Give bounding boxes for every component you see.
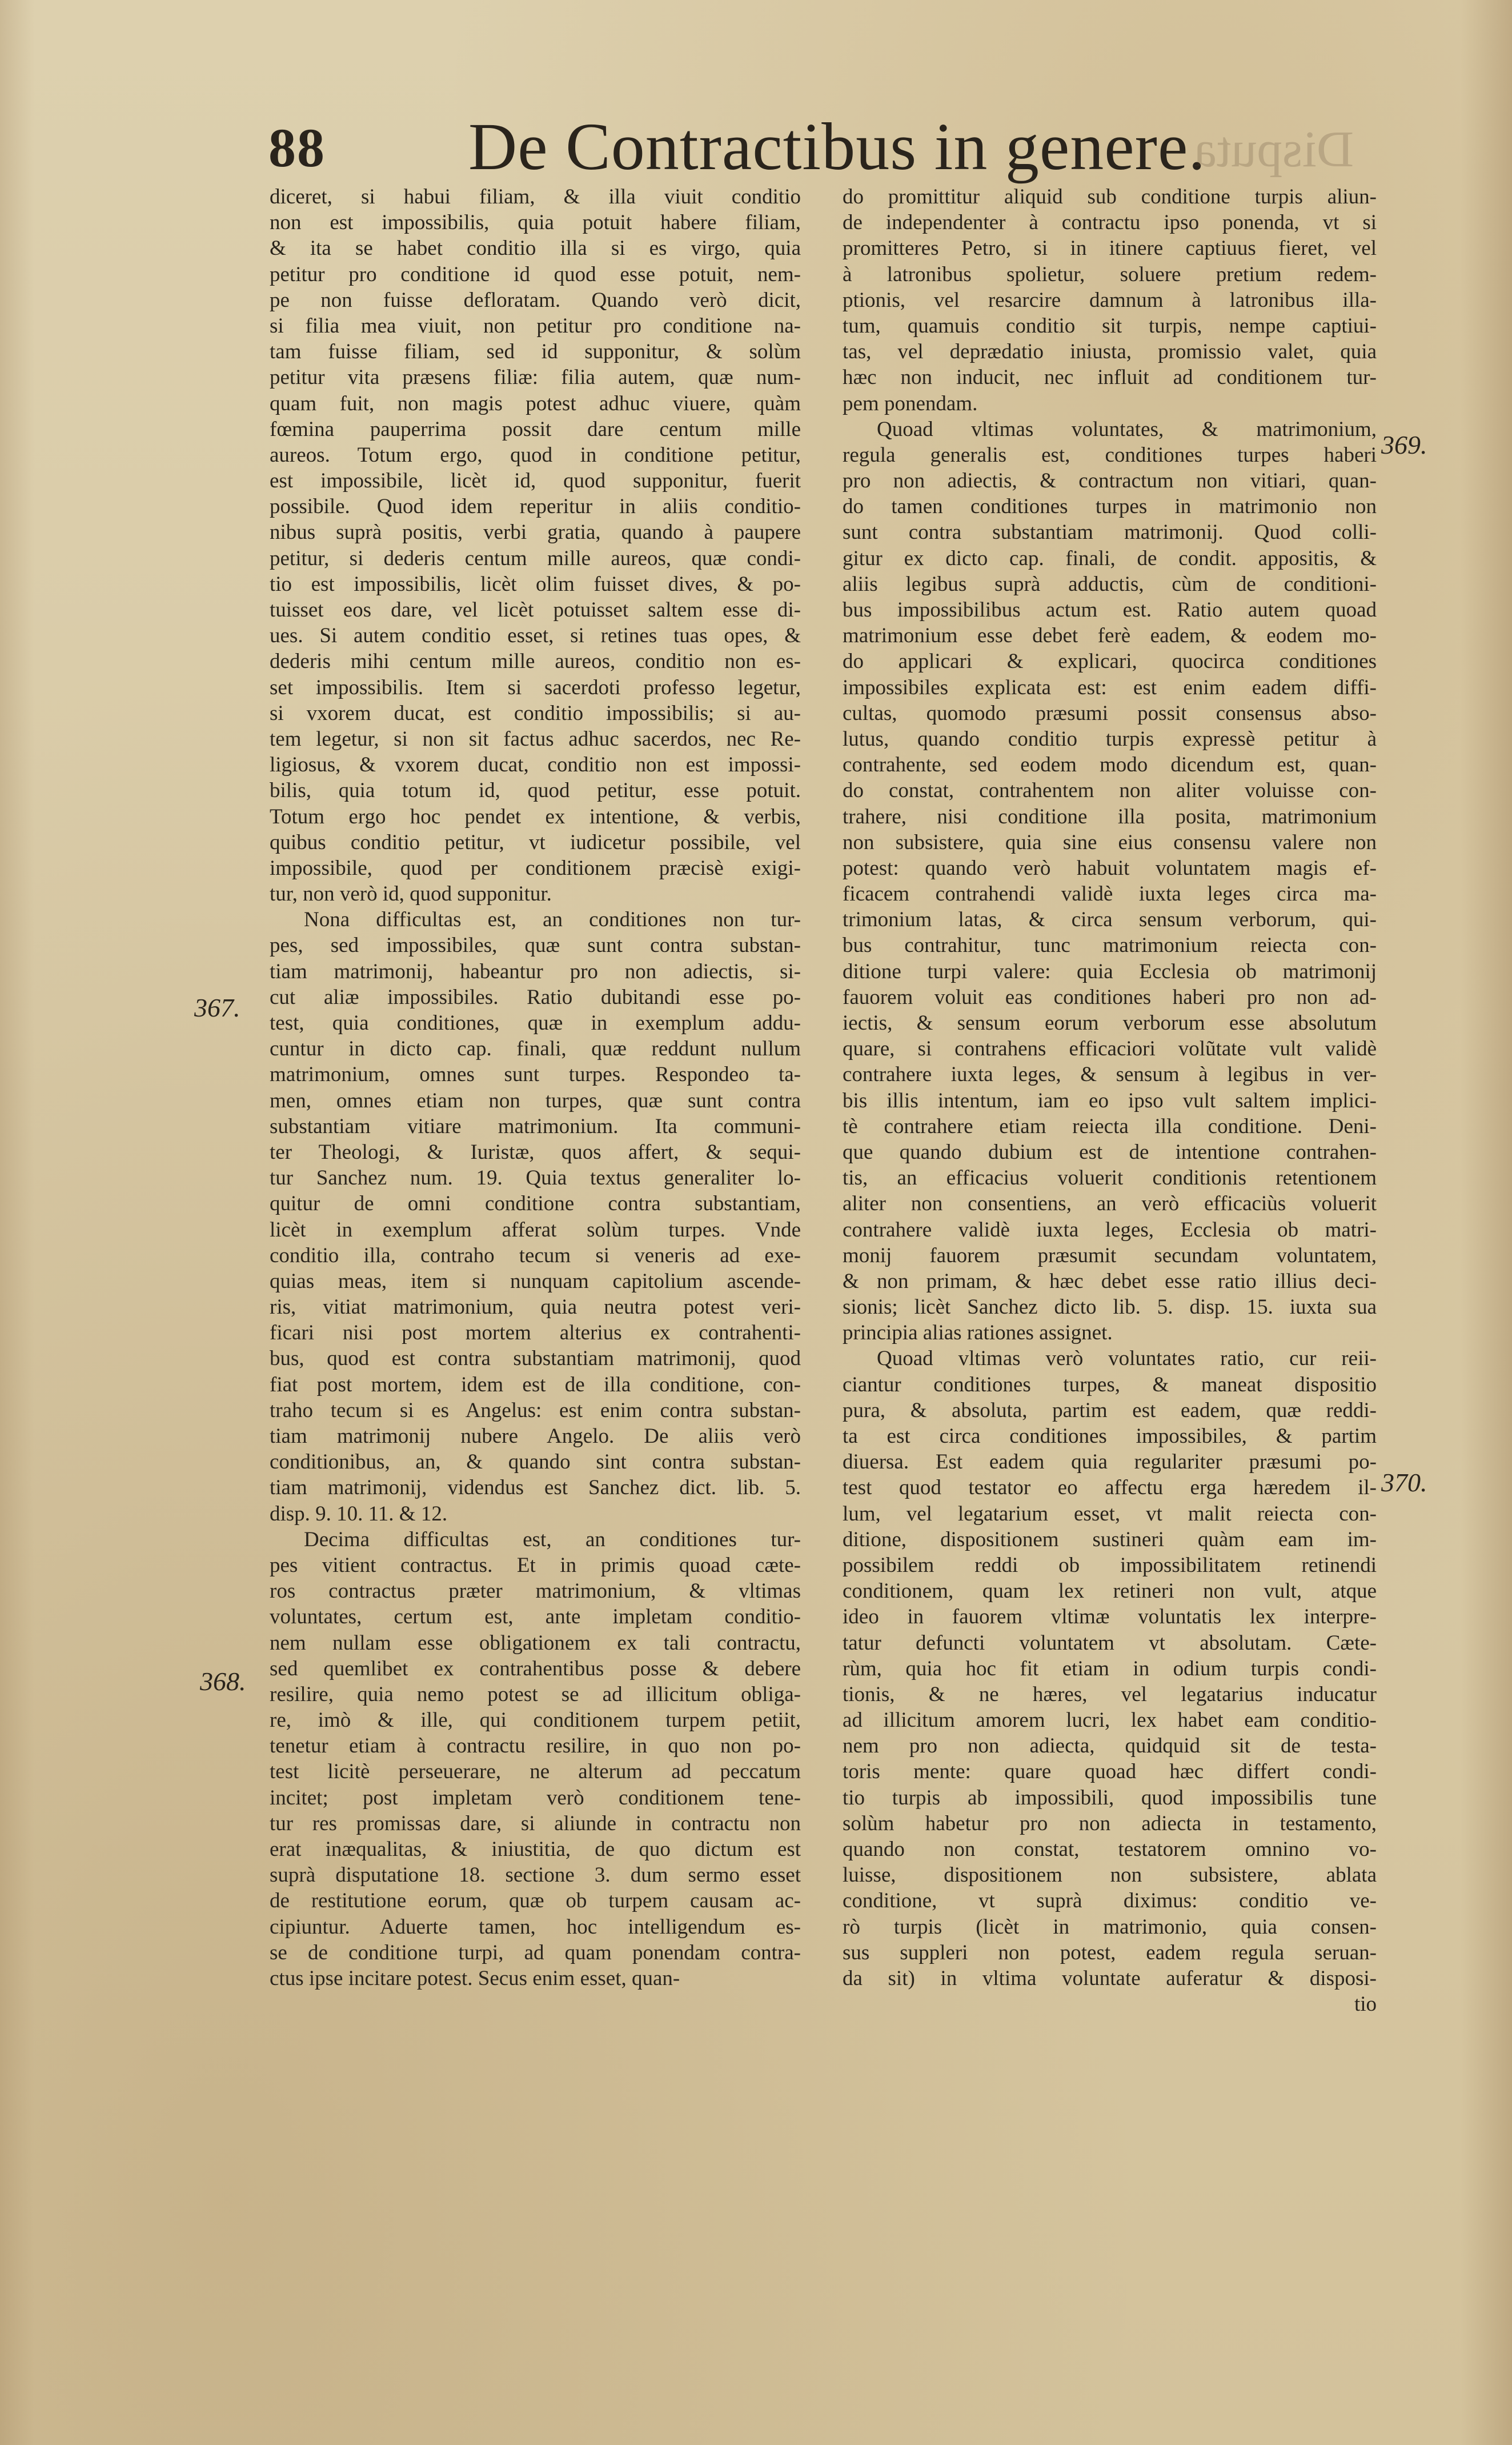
text-line: de independenter à contractu ipso ponenda, vt si	[843, 211, 1377, 235]
text-line: conditionem, quam lex retineri non vult, atque	[843, 1579, 1377, 1603]
text-line: principia alias rationes assignet.	[843, 1321, 1113, 1345]
text-line: do tamen conditiones turpes in matrimonio non	[843, 495, 1377, 519]
text-line: cipiuntur. Aduerte tamen, hoc intelligendum es-	[270, 1915, 801, 1939]
text-line: erat inæqualitas, & iniustitia, de quo dictum est	[270, 1838, 801, 1861]
text-line: traho tecum si es Angelus: est enim contra substan-	[270, 1398, 801, 1422]
text-line: quibus conditio petitur, vt iudicetur possibile, vel	[270, 830, 801, 854]
text-line: diceret, si habui filiam, & illa viuit conditio	[270, 185, 801, 209]
text-line: conditio illa, contraho tecum si veneris ad exe-	[270, 1243, 801, 1267]
text-line: ptionis, vel resarcire damnum à latronibus illa-	[843, 288, 1377, 312]
text-line: do promittitur aliquid sub conditione turpis aliun-	[843, 185, 1377, 209]
text-line: do applicari & explicari, quocirca conditiones	[843, 650, 1377, 674]
text-line: quando non constat, testatorem omnino vo-	[843, 1838, 1377, 1861]
text-line: contrahere validè iuxta leges, Ecclesia ob matri-	[843, 1218, 1377, 1242]
text-line: non subsistere, quia sine eius consensu valere non	[843, 830, 1377, 854]
text-line: solùm habetur pro non adiecta in testamento,	[843, 1811, 1377, 1835]
text-line: pro non adiectis, & contractum non vitiari, quan-	[843, 469, 1377, 493]
text-line: nibus suprà positis, verbi gratia, quando à paupere	[270, 521, 801, 545]
text-line: contrahere iuxta leges, & sensum à legibus in ver-	[843, 1063, 1377, 1087]
text-line: tas, vel deprædatio iniusta, promissio valet, quia	[843, 340, 1377, 364]
text-line: diuersa. Est eadem quia regulariter præsumi po-	[843, 1450, 1377, 1474]
text-line: conditionibus, an, & quando sint contra substan-	[270, 1450, 801, 1474]
text-line: aureos. Totum ergo, quod in conditione petitur,	[270, 443, 801, 467]
text-line: ciantur conditiones turpes, & maneat dispositio	[843, 1372, 1377, 1396]
text-line: Quoad vltimas voluntates, & matrimonium,	[877, 417, 1377, 441]
text-line: suprà disputatione 18. sectione 3. dum sermo esset	[270, 1863, 801, 1887]
text-line: quam fuit, non magis potest adhuc viuere, quàm	[270, 391, 801, 415]
text-line: potest: quando verò habuit voluntatem magis ef-	[843, 856, 1377, 880]
text-line: tum, quamuis conditio sit turpis, nempe captiui-	[843, 314, 1377, 338]
running-title: De Contractibus in genere.	[468, 109, 1206, 184]
text-line: Quoad vltimas verò voluntates ratio, cur reii-	[877, 1347, 1377, 1371]
margin-note-367: 367.	[194, 993, 240, 1022]
text-line: tiam matrimonij nubere Angelo. De aliis verò	[270, 1424, 801, 1448]
text-line: & ita se habet conditio illa si es virgo, quia	[270, 237, 801, 261]
text-line: dederis mihi centum mille aureos, conditio non es-	[270, 650, 801, 674]
text-line: trimonium latas, & circa sensum verborum, qui-	[843, 908, 1377, 932]
text-line: do constat, contrahentem non aliter voluisse con-	[843, 779, 1377, 803]
text-line: licèt in exemplum afferat solùm turpes. Vnde	[270, 1218, 801, 1242]
text-line: tuisset eos dare, vel licèt potuisset saltem esse di-	[270, 598, 801, 622]
text-line: hæc non inducit, nec influit ad conditionem tur-	[843, 366, 1377, 390]
text-line: que quando dubium est de intentione contrahen-	[843, 1140, 1377, 1164]
text-line: tiam matrimonij, habeantur pro non adiectis, si-	[270, 959, 801, 983]
text-line: regula generalis est, conditiones turpes haberi	[843, 443, 1377, 467]
text-line: pe non fuisse defloratam. Quando verò dicit,	[270, 288, 801, 312]
text-line: toris mente: quare quoad hæc differt condi-	[843, 1760, 1377, 1784]
text-line: si vxorem ducat, est conditio impossibilis; si au-	[270, 701, 801, 725]
text-line: substantiam vitiare matrimonium. Ita communi-	[270, 1114, 801, 1138]
text-line: tè contrahere etiam reiecta illa conditione. Deni-	[843, 1114, 1377, 1138]
text-line: ditione, dispositionem sustineri quàm eam im-	[843, 1527, 1377, 1551]
text-line: tio est impossibilis, licèt olim fuisset dives, & po-	[270, 572, 801, 596]
text-line: Nona difficultas est, an conditiones non tur-	[304, 908, 801, 932]
text-line: conditione, vt suprà diximus: conditio ve-	[843, 1889, 1377, 1913]
text-line: matrimonium, omnes sunt turpes. Respondeo ta-	[270, 1063, 801, 1087]
text-line: promitteres Petro, si in itinere captiuus fieret, vel	[843, 237, 1377, 261]
text-line: cut aliæ impossibiles. Ratio dubitandi esse po-	[270, 985, 801, 1009]
right-text-column	[843, 184, 1377, 2017]
text-line: rùm, quia hoc fit etiam in odium turpis condi-	[843, 1656, 1377, 1680]
text-line: tio turpis ab impossibili, quod impossibilis tune	[843, 1786, 1377, 1810]
text-line: bus, quod est contra substantiam matrimonij, quod	[270, 1347, 801, 1371]
text-line: pura, & absoluta, partim est eadem, quæ reddi-	[843, 1398, 1377, 1422]
text-line: matrimonium esse debet ferè eadem, & eodem mo-	[843, 624, 1377, 648]
text-line: rò turpis (licèt in matrimonio, quia consen-	[843, 1915, 1377, 1939]
text-line: fiat post mortem, idem est de illa conditione, con-	[270, 1372, 801, 1396]
text-line: bus contrahitur, tunc matrimonium reiecta con-	[843, 934, 1377, 958]
text-line: petitur, si dederis centum mille aureos, quæ condi-	[270, 546, 801, 570]
text-line: lutus, quando conditio turpis expressè petitur à	[843, 727, 1377, 751]
left-text-column	[270, 184, 801, 1991]
margin-note-368: 368.	[200, 1667, 246, 1696]
text-line: tem legetur, si non sit factus adhuc sacerdos, nec Re-	[270, 727, 801, 751]
text-line: test, quia conditiones, quæ in exemplum addu-	[270, 1011, 801, 1035]
text-line: aliis legibus suprà adductis, cùm de conditioni-	[843, 572, 1377, 596]
text-line: nem nullam esse obligationem ex tali contractu,	[270, 1631, 801, 1655]
text-line: quitur de omni conditione contra substantiam,	[270, 1192, 801, 1216]
text-line: & non primam, & hæc debet esse ratio illius deci-	[843, 1269, 1377, 1293]
text-line: tiam matrimonij, videndus est Sanchez dict. lib. 5.	[270, 1476, 801, 1500]
text-line: contrahente, sed eodem modo dicendum est, quan-	[843, 753, 1377, 777]
text-line: bis illis intentum, iam eo ipso vult saltem implici-	[843, 1089, 1377, 1113]
text-line: tur Sanchez num. 19. Quia textus generaliter lo-	[270, 1166, 801, 1190]
text-line: men, omnes etiam non turpes, quæ sunt contra	[270, 1089, 801, 1113]
text-line: ris, vitiat matrimonium, quia neutra potest veri-	[270, 1295, 801, 1319]
text-line: Totum ergo hoc pendet ex intentione, & verbis,	[270, 805, 801, 829]
text-line: da sit) in vltima voluntate auferatur & disposi-	[843, 1966, 1377, 1990]
page-header	[268, 100, 1354, 184]
text-line: pes, sed impossibiles, quæ sunt contra substan-	[270, 934, 801, 958]
text-line: resilire, quia nemo potest se ad illicitum obliga-	[270, 1682, 801, 1706]
text-line: re, imò & ille, qui conditionem turpem petiit,	[270, 1708, 801, 1732]
text-line: lum, vel legatarium esset, vt malit reiecta con-	[843, 1502, 1377, 1526]
margin-note-370: 370.	[1381, 1468, 1427, 1497]
text-line: tam fuisse filiam, sed id supponitur, & solùm	[270, 340, 801, 364]
text-line: ficacem contrahendi validè iuxta leges circa ma-	[843, 882, 1377, 906]
text-line: ditione turpi valere: quia Ecclesia ob matrimonij	[843, 959, 1377, 983]
text-line: fœmina pauperrima possit dare centum mille	[270, 417, 801, 441]
page-edge-shadow-right	[1461, 0, 1512, 2445]
text-line: impossibiles explicata est: est enim eadem diffi-	[843, 675, 1377, 699]
text-line: luisse, dispositionem non subsistere, ablata	[843, 1863, 1377, 1887]
page-edge-shadow-left	[0, 0, 34, 2445]
text-line: ligiosus, & vxorem ducat, conditio non est impossi-	[270, 753, 801, 777]
text-line: disp. 9. 10. 11. & 12.	[270, 1502, 448, 1526]
text-line: tenetur etiam à contractu resilire, in quo non po-	[270, 1734, 801, 1758]
text-line: fauorem voluit eas conditiones haberi pro non ad-	[843, 985, 1377, 1009]
text-line: quare, si contrahens efficaciori volũtate vult validè	[843, 1037, 1377, 1061]
text-line: possibilem reddi ob impossibilitatem retinendi	[843, 1553, 1377, 1577]
text-line: ros contractus præter matrimonium, & vltimas	[270, 1579, 801, 1603]
text-line: se de conditione turpi, ad quam ponendam contra-	[270, 1940, 801, 1964]
text-line: quias meas, item si nunquam capitolium ascende-	[270, 1269, 801, 1293]
text-line: test quod testator eo affectu erga hæredem il-	[843, 1476, 1377, 1500]
text-line: est impossibile, licèt id, quod supponitur, fuerit	[270, 469, 801, 493]
text-line: tur res promissas dare, si aliunde in contractu non	[270, 1811, 801, 1835]
text-line: cultas, quomodo præsumi possit consensus abso-	[843, 701, 1377, 725]
text-line: tionis, & ne hæres, vel legatarius inducatur	[843, 1682, 1377, 1706]
text-line: pes vitient contractus. Et in primis quoad cæte-	[270, 1553, 801, 1577]
text-line: non est impossibilis, quia potuit habere filiam,	[270, 211, 801, 235]
text-line: gitur ex dicto cap. finali, de condit. appositis, &	[843, 546, 1377, 570]
text-line: cuntur in dicto cap. finali, quæ reddunt nullum	[270, 1037, 801, 1061]
bleed-through-text: Disputa	[1194, 121, 1354, 178]
text-line: ad illicitum amorem lucri, lex habet eam conditio-	[843, 1708, 1377, 1732]
text-line: ta est circa conditiones impossibiles, & partim	[843, 1424, 1377, 1448]
text-line: monij fauorem præsumit secundam voluntatem,	[843, 1243, 1377, 1267]
text-line: possibile. Quod idem reperitur in aliis conditio-	[270, 495, 801, 519]
text-line: sed quemlibet ex contrahentibus posse & debere	[270, 1656, 801, 1680]
text-line: pem ponendam.	[843, 391, 978, 415]
text-line: ctus ipse incitare potest. Secus enim esset, quan-	[270, 1966, 680, 1990]
text-line: tatur defuncti voluntatem vt absolutam. Cæte-	[843, 1631, 1377, 1655]
text-line: sus suppleri non potest, eadem regula seruan-	[843, 1940, 1377, 1964]
text-line: tur, non verò id, quod supponitur.	[270, 882, 552, 906]
text-line: impossibile, quod per conditionem præcisè exigi-	[270, 856, 801, 880]
text-line: trahere, nisi conditione illa posita, matrimonium	[843, 805, 1377, 829]
text-line: petitur vita præsens filiæ: filia autem, quæ num-	[270, 366, 801, 390]
text-line: test licitè perseuerare, ne alterum ad peccatum	[270, 1760, 801, 1784]
text-line: nem pro non adiecta, quidquid sit de testa-	[843, 1734, 1377, 1758]
text-line: Decima difficultas est, an conditiones tur-	[304, 1527, 801, 1551]
page-number: 88	[268, 117, 326, 178]
margin-note-369: 369.	[1381, 430, 1427, 459]
text-line: ideo in fauorem vltimæ voluntatis lex interpre-	[843, 1605, 1377, 1629]
text-line: tio	[1354, 1992, 1377, 2016]
text-line: incitet; post impletam verò conditionem tene-	[270, 1786, 801, 1810]
text-line: set impossibilis. Item si sacerdoti professo legetur,	[270, 675, 801, 699]
text-line: de restitutione eorum, quæ ob turpem causam ac-	[270, 1889, 801, 1913]
text-line: bus impossibilibus actum est. Ratio autem quoad	[843, 598, 1377, 622]
text-line: ues. Si autem conditio esset, si retines tuas opes, &	[270, 624, 801, 648]
text-line: à latronibus spolietur, soluere pretium redem-	[843, 262, 1377, 286]
text-line: voluntates, certum est, ante impletam conditio-	[270, 1605, 801, 1629]
text-line: sunt contra substantiam matrimonij. Quod colli-	[843, 521, 1377, 545]
text-line: tis, an efficacius voluerit conditionis retentionem	[843, 1166, 1377, 1190]
text-line: bilis, quia totum id, quod petitur, esse potuit.	[270, 779, 801, 803]
text-line: si filia mea viuit, non petitur pro conditione na-	[270, 314, 801, 338]
text-line: ficari nisi post mortem alterius ex contrahenti-	[270, 1321, 801, 1345]
text-line: petitur pro conditione id quod esse potuit, nem-	[270, 262, 801, 286]
text-line: aliter non consentiens, an verò efficaciùs voluerit	[843, 1192, 1377, 1216]
text-line: ter Theologi, & Iuristæ, quos affert, & sequi-	[270, 1140, 801, 1164]
text-line: iectis, & sensum eorum verborum esse absolutum	[843, 1011, 1377, 1035]
text-line: sionis; licèt Sanchez dicto lib. 5. disp. 15. iuxta sua	[843, 1295, 1377, 1319]
